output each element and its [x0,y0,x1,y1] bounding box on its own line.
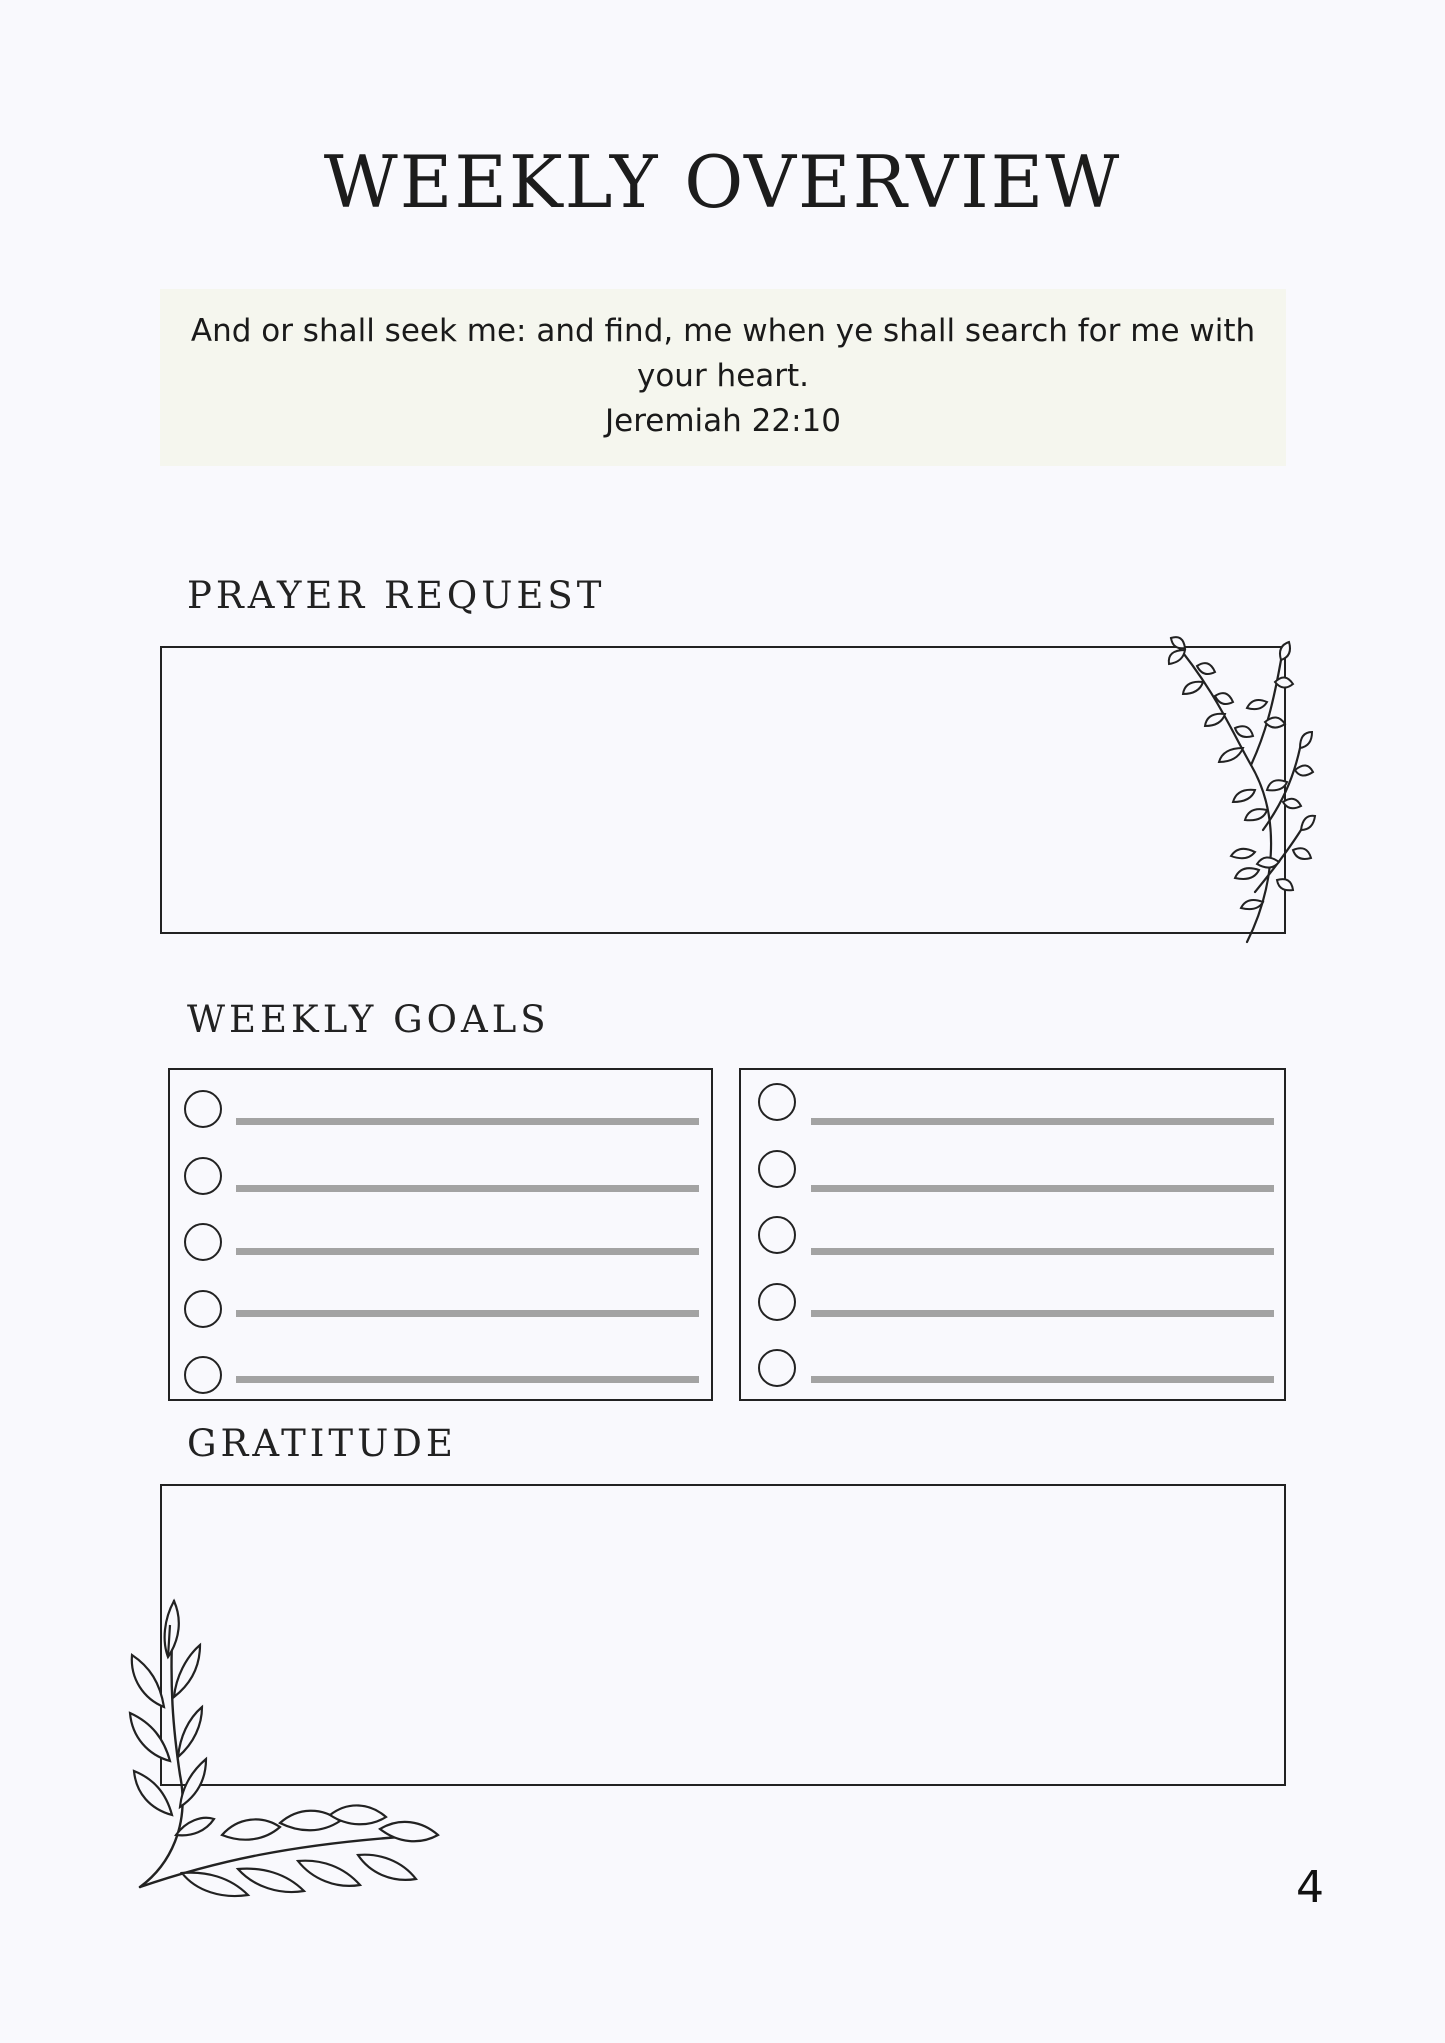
checkbox-circle-icon[interactable] [184,1290,222,1328]
checkbox-circle-icon[interactable] [184,1157,222,1195]
verse-reference: Jeremiah 22:10 [605,403,841,439]
list-item [741,1150,1284,1190]
checkbox-circle-icon[interactable] [758,1283,796,1321]
list-item [741,1283,1284,1323]
gratitude-label: GRATITUDE [187,1422,457,1465]
list-item [170,1356,711,1396]
list-item [170,1223,711,1263]
leaf-sprig-icon [130,1595,440,1905]
goal-line[interactable] [811,1376,1274,1383]
weekly-goals-right-list [739,1068,1286,1401]
prayer-request-label: PRAYER REQUEST [187,574,606,617]
goal-line[interactable] [236,1248,699,1255]
list-item [741,1349,1284,1389]
goal-line[interactable] [811,1118,1274,1125]
goal-line[interactable] [811,1310,1274,1317]
list-item [170,1157,711,1197]
goal-line[interactable] [811,1185,1274,1192]
checkbox-circle-icon[interactable] [184,1223,222,1261]
prayer-request-box[interactable] [160,646,1286,934]
list-item [170,1090,711,1130]
checkbox-circle-icon[interactable] [184,1090,222,1128]
page-title: WEEKLY OVERVIEW [323,140,1122,224]
weekly-goals-label: WEEKLY GOALS [187,998,550,1041]
checkbox-circle-icon[interactable] [758,1150,796,1188]
weekly-goals-left-list [168,1068,713,1401]
leaf-branch-icon [1155,630,1315,950]
checkbox-circle-icon[interactable] [758,1216,796,1254]
goal-line[interactable] [236,1118,699,1125]
checkbox-circle-icon[interactable] [758,1083,796,1121]
list-item [170,1290,711,1330]
verse-text: And or shall seek me: and find, me when ye shall search for me with your heart. [190,313,1256,394]
goal-line[interactable] [236,1185,699,1192]
page-number: 4 [1296,1862,1324,1913]
goal-line[interactable] [811,1248,1274,1255]
checkbox-circle-icon[interactable] [758,1349,796,1387]
list-item [741,1083,1284,1123]
verse-box [160,289,1286,466]
list-item [741,1216,1284,1256]
checkbox-circle-icon[interactable] [184,1356,222,1394]
goal-line[interactable] [236,1376,699,1383]
goal-line[interactable] [236,1310,699,1317]
